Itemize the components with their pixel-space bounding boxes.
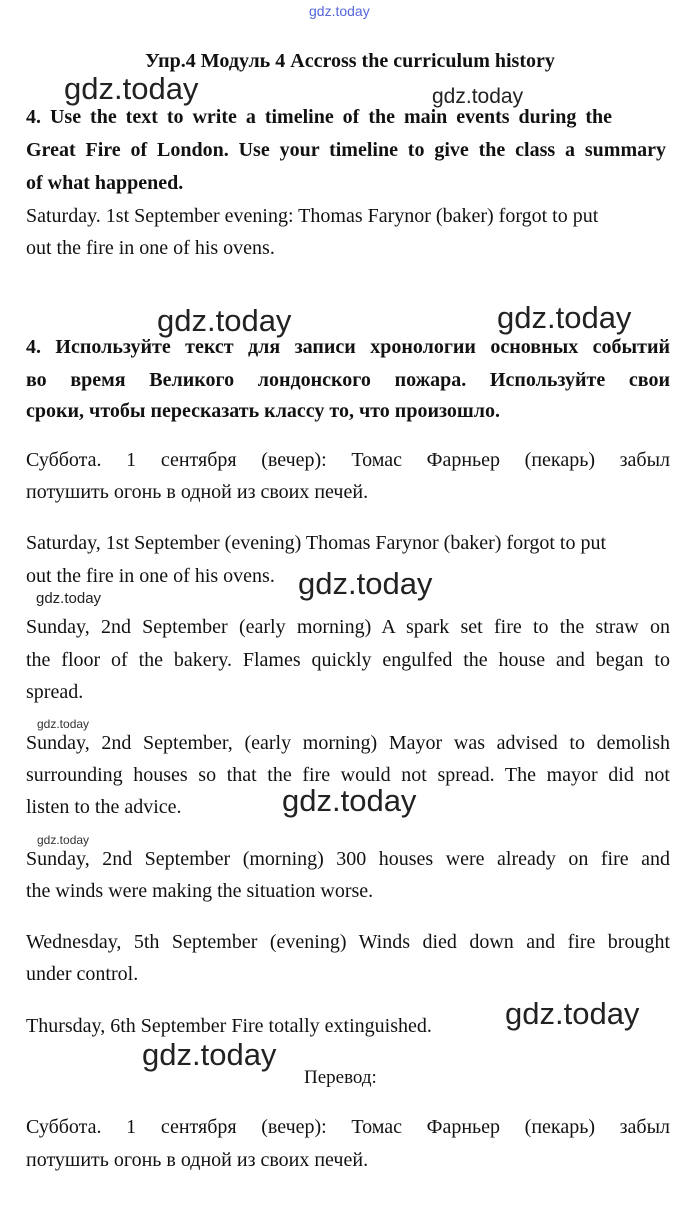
timeline-entry-line: spread. — [26, 681, 84, 703]
task-en-line: Great Fire of London. Use your timeline to give the class a summary — [26, 139, 666, 161]
intro-en-line: Saturday. 1st September evening: Thomas Farynor (baker) forgot to put — [26, 205, 599, 227]
timeline-entry-line: listen to the advice. — [26, 796, 182, 818]
watermark: gdz.today — [142, 1037, 277, 1072]
timeline-entry-line: the floor of the bakery. Flames quickly engulfed the house and began to — [26, 649, 670, 671]
task-ru-line: во время Великого лондонского пожара. Используйте свои — [26, 369, 670, 391]
timeline-entry-line: the winds were making the situation worse. — [26, 880, 374, 902]
timeline-entry-line: Saturday, 1st September (evening) Thomas Farynor (baker) forgot to put — [26, 532, 607, 554]
intro-en-line: out the fire in one of his ovens. — [26, 237, 275, 259]
translation-label: Перевод: — [304, 1067, 377, 1088]
watermark-top: gdz.today — [309, 3, 370, 19]
page-title: Упр.4 Модуль 4 Accross the curriculum history — [145, 50, 555, 72]
watermark: gdz.today — [157, 303, 292, 338]
timeline-entry-line: Wednesday, 5th September (evening) Winds died down and fire brought — [26, 931, 670, 953]
timeline-entry-line: under control. — [26, 963, 139, 985]
timeline-entry-line: Sunday, 2nd September, (early morning) Mayor was advised to demolish — [26, 732, 670, 754]
watermark: gdz.today — [298, 566, 433, 601]
ru-first-line: потушить огонь в одной из своих печей. — [26, 481, 369, 503]
watermark: gdz.today — [64, 71, 199, 106]
ru-last-line: потушить огонь в одной из своих печей. — [26, 1149, 369, 1171]
watermark: gdz.today — [37, 717, 90, 731]
timeline-entry-line: Sunday, 2nd September (morning) 300 houses were already on fire and — [26, 848, 670, 870]
watermark: gdz.today — [505, 996, 640, 1031]
ru-last-line: Суббота. 1 сентября (вечер): Томас Фарньер (пекарь) забыл — [26, 1116, 670, 1138]
ru-first-line: Суббота. 1 сентября (вечер): Томас Фарньер (пекарь) забыл — [26, 449, 670, 471]
watermark: gdz.today — [497, 300, 632, 335]
timeline-entry-line: Thursday, 6th September Fire totally extinguished. — [26, 1015, 432, 1037]
watermark: gdz.today — [37, 833, 90, 847]
watermark: gdz.today — [432, 85, 524, 108]
task-en-line: 4. Use the text to write a timeline of the main events during the — [26, 106, 612, 128]
timeline-entry-line: surrounding houses so that the fire would not spread. The mayor did not — [26, 764, 670, 786]
watermark: gdz.today — [36, 590, 102, 607]
task-en-line: of what happened. — [26, 172, 184, 194]
task-ru-line: сроки, чтобы пересказать классу то, что произошло. — [26, 400, 500, 422]
task-ru-line: 4. Используйте текст для записи хронологии основных событий — [26, 336, 670, 358]
timeline-entry-line: Sunday, 2nd September (early morning) A spark set fire to the straw on — [26, 616, 670, 638]
timeline-entry-line: out the fire in one of his ovens. — [26, 565, 275, 587]
watermark: gdz.today — [282, 783, 417, 818]
